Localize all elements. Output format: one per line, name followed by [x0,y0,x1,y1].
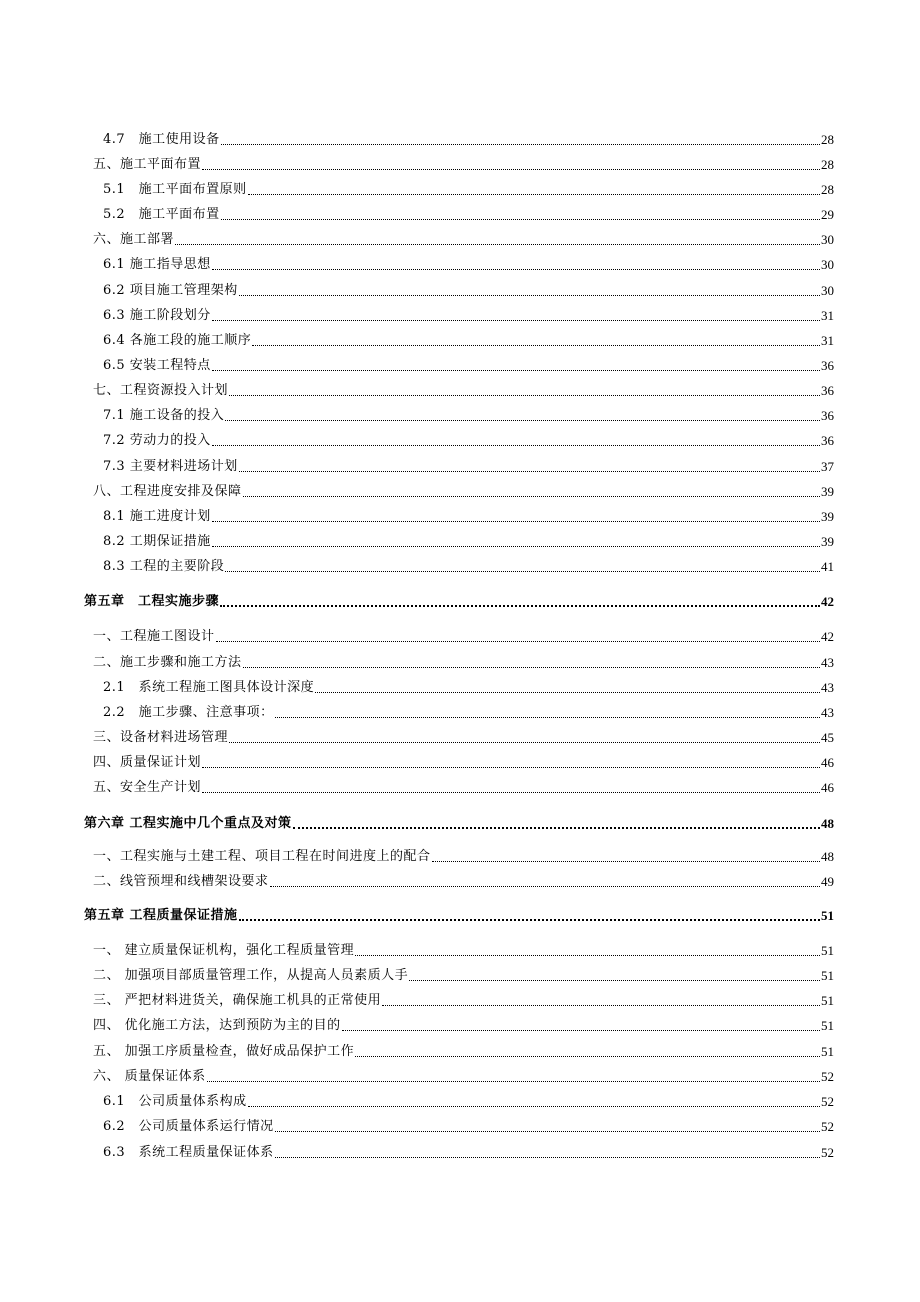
toc-page-number: 30 [821,257,834,272]
toc-entry-label: 四、 优化施工方法，达到预防为主的目的 [93,1018,341,1033]
dot-leader [243,667,820,668]
toc-entry[interactable] [103,207,834,223]
toc-page-number: 43 [821,705,834,720]
toc-entry-label: 六、 质量保证体系 [93,1069,206,1084]
toc-entry-label: 6.1 施工指导思想 [103,257,211,272]
toc-page-number: 29 [821,207,834,222]
toc-entry[interactable] [103,182,834,198]
toc-page-number: 46 [821,755,834,770]
toc-entry-label: 8.1 施工进度计划 [103,509,211,524]
dot-leader [239,919,820,921]
toc-entry[interactable] [103,132,834,148]
toc-page-number: 52 [821,1119,834,1134]
toc-page-number: 41 [821,559,834,574]
toc-entry[interactable] [103,459,834,475]
toc-entry[interactable] [93,655,834,671]
toc-entry-label: 2.1 系统工程施工图具体设计深度 [103,680,315,695]
toc-entry[interactable] [93,157,834,173]
toc-entry[interactable] [93,484,834,500]
toc-chapter-entry[interactable] [84,594,834,610]
toc-entry-label: 6.1 公司质量体系构成 [103,1094,247,1109]
toc-page-number: 51 [821,943,834,958]
toc-entry-label: 5.2 施工平面布置 [103,207,220,222]
toc-page-number: 30 [821,283,834,298]
toc-entry[interactable] [93,1069,834,1085]
dot-leader [202,792,820,793]
toc-entry[interactable] [103,333,834,349]
toc-entry[interactable] [103,283,834,299]
toc-entry[interactable] [93,383,834,399]
toc-entry-label: 7.3 主要材料进场计划 [103,459,238,474]
toc-entry[interactable] [103,705,834,721]
toc-entry[interactable] [93,943,834,959]
dot-leader [212,445,820,446]
toc-page-number: 30 [821,232,834,247]
toc-page-number: 31 [821,333,834,348]
dot-leader [432,861,820,862]
toc-entry-label: 四、质量保证计划 [93,755,202,770]
toc-entry-label: 二、施工步骤和施工方法 [93,655,242,670]
dot-leader [275,1131,820,1132]
toc-entry[interactable] [93,755,834,771]
toc-page-number: 28 [821,157,834,172]
toc-entry-label: 2.2 施工步骤、注意事项： [103,705,274,720]
dot-leader [212,370,820,371]
dot-leader [212,320,820,321]
dot-leader [207,1081,820,1082]
toc-entry-label: 第五章 工程实施步骤 [84,594,220,609]
dot-leader [202,767,820,768]
toc-entry[interactable] [93,849,834,865]
toc-page-number: 48 [821,849,834,864]
dot-leader [355,955,820,956]
toc-entry-label: 一、 建立质量保证机构，强化工程质量管理 [93,943,355,958]
toc-entry-label: 二、 加强项目部质量管理工作，从提高人员素质人手 [93,968,409,983]
toc-entry[interactable] [93,730,834,746]
toc-entry[interactable] [103,308,834,324]
dot-leader [293,827,820,829]
dot-leader [220,605,820,607]
dot-leader [270,886,820,887]
toc-page-number: 36 [821,358,834,373]
dot-leader [212,546,820,547]
toc-entry[interactable] [93,232,834,248]
toc-entry[interactable] [103,408,834,424]
toc-entry[interactable] [103,433,834,449]
toc-entry-label: 7.2 劳动力的投入 [103,433,211,448]
toc-entry-label: 5.1 施工平面布置原则 [103,182,247,197]
dot-leader [229,395,820,396]
toc-entry[interactable] [103,534,834,550]
toc-page-number: 45 [821,730,834,745]
toc-entry-label: 6.3 系统工程质量保证体系 [103,1145,274,1160]
toc-page-number: 37 [821,459,834,474]
toc-entry[interactable] [103,358,834,374]
toc-entry-label: 六、施工部署 [93,232,175,247]
toc-entry-label: 第五章 工程质量保证措施 [84,908,238,923]
dot-leader [216,641,820,642]
toc-entry-label: 三、设备材料进场管理 [93,730,229,745]
toc-entry-label: 8.3 工程的主要阶段 [103,559,225,574]
dot-leader [202,169,820,170]
dot-leader [342,1030,820,1031]
toc-page-number: 49 [821,874,834,889]
toc-entry[interactable] [103,1145,834,1161]
dot-leader [239,471,820,472]
toc-entry-label: 三、 严把材料进货关，确保施工机具的正常使用 [93,993,382,1008]
dot-leader [212,269,820,270]
toc-entry-label: 6.2 公司质量体系运行情况 [103,1119,274,1134]
toc-entry-label: 五、安全生产计划 [93,780,202,795]
dot-leader [409,980,820,981]
toc-page-number: 46 [821,780,834,795]
toc-page-number: 39 [821,534,834,549]
toc-page-number: 39 [821,509,834,524]
dot-leader [225,420,820,421]
dot-leader [243,496,820,497]
dot-leader [252,345,820,346]
toc-entry-label: 五、施工平面布置 [93,157,202,172]
dot-leader [248,1106,820,1107]
toc-chapter-entry[interactable] [84,908,834,924]
toc-page-number: 42 [821,629,834,644]
toc-entry[interactable] [93,874,834,890]
toc-page-number: 51 [821,908,834,923]
toc-entry-label: 五、 加强工序质量检查，做好成品保护工作 [93,1044,355,1059]
toc-entry-label: 6.4 各施工段的施工顺序 [103,333,252,348]
toc-page-number: 51 [821,993,834,1008]
toc-entry-label: 4.7 施工使用设备 [103,132,220,147]
toc-page-number: 36 [821,383,834,398]
toc-page-number: 36 [821,408,834,423]
dot-leader [175,244,820,245]
dot-leader [275,717,820,718]
toc-entry-label: 七、工程资源投入计划 [93,383,229,398]
dot-leader [355,1056,820,1057]
toc-page-number: 28 [821,132,834,147]
dot-leader [212,521,820,522]
toc-entry[interactable] [93,968,834,984]
toc-page-number: 43 [821,680,834,695]
dot-leader [382,1005,820,1006]
toc-entry-label: 一、工程实施与土建工程、项目工程在时间进度上的配合 [93,849,431,864]
toc-entry-label: 6.5 安装工程特点 [103,358,211,373]
dot-leader [221,144,820,145]
toc-page-number: 51 [821,1018,834,1033]
toc-page-number: 51 [821,968,834,983]
toc-entry-label: 一、工程施工图设计 [93,629,215,644]
toc-entry[interactable] [93,1018,834,1034]
dot-leader [315,692,820,693]
toc-entry[interactable] [93,780,834,796]
toc-page-number: 39 [821,484,834,499]
dot-leader [275,1157,820,1158]
toc-chapter-entry[interactable] [84,816,834,832]
toc-page-number: 51 [821,1044,834,1059]
toc-page-number: 52 [821,1145,834,1160]
toc-page-number: 52 [821,1069,834,1084]
toc-page-number: 42 [821,594,834,609]
toc-entry-label: 二、线管预埋和线槽架设要求 [93,874,269,889]
toc-entry[interactable] [103,257,834,273]
toc-entry[interactable] [103,559,834,575]
dot-leader [229,742,820,743]
toc-entry-label: 第六章 工程实施中几个重点及对策 [84,816,292,831]
toc-entry-label: 八、工程进度安排及保障 [93,484,242,499]
toc-page-number: 36 [821,433,834,448]
toc-entry[interactable] [103,1094,834,1110]
toc-entry[interactable] [103,680,834,696]
toc-entry[interactable] [93,1044,834,1060]
toc-page-number: 52 [821,1094,834,1109]
toc-entry-label: 6.2 项目施工管理架构 [103,283,238,298]
toc-entry[interactable] [103,509,834,525]
toc-entry[interactable] [93,629,834,645]
dot-leader [225,571,820,572]
toc-entry-label: 7.1 施工设备的投入 [103,408,225,423]
toc-entry[interactable] [103,1119,834,1135]
toc-page-number: 48 [821,816,834,831]
toc-page-number: 28 [821,182,834,197]
toc-entry-label: 8.2 工期保证措施 [103,534,211,549]
toc-page-number: 31 [821,308,834,323]
toc-page-number: 43 [821,655,834,670]
dot-leader [221,219,820,220]
dot-leader [239,295,820,296]
toc-entry[interactable] [93,993,834,1009]
toc-entry-label: 6.3 施工阶段划分 [103,308,211,323]
dot-leader [248,194,820,195]
